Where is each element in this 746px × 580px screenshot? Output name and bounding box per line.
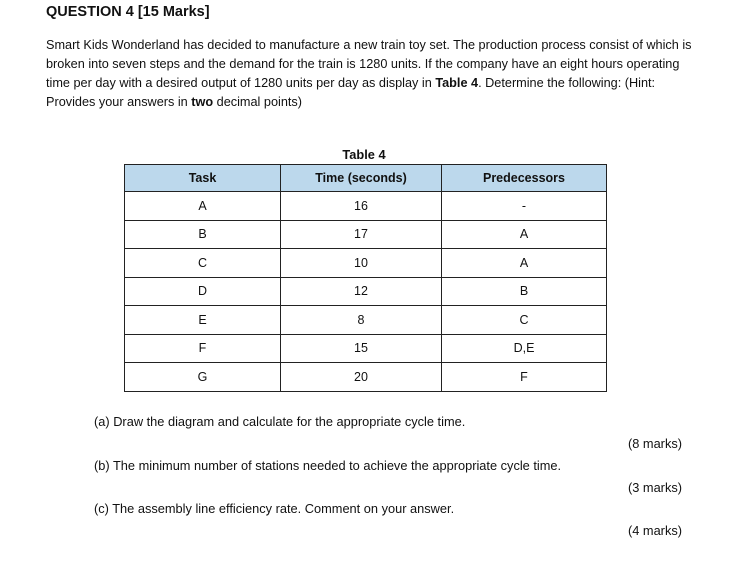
intro-text-1: Smart Kids Wonderland has decided to manufacture a new train toy set. The production process consist of which is broken into seven steps and the demand for the train is 1280 units. If the company have an eight hours operating time per day with a desired output of 1280 units per day as display in — [46, 38, 692, 90]
marks-c: (4 marks) — [627, 523, 682, 538]
task-cell: F — [125, 334, 281, 363]
intro-text-3: decimal points) — [213, 95, 302, 109]
predecessor-cell: - — [442, 192, 607, 221]
table-row — [125, 363, 607, 392]
time-cell: 16 — [281, 192, 442, 221]
intro-table-ref: Table 4 — [435, 76, 479, 90]
intro-emphasis: two — [191, 95, 214, 109]
task-cell: C — [125, 249, 281, 278]
table-row — [125, 306, 607, 335]
time-cell: 8 — [281, 306, 442, 335]
table-row — [125, 249, 607, 278]
marks-a: (8 marks) — [627, 436, 682, 451]
table-row — [125, 192, 607, 221]
intro-text-2: . Determine the following: (Hint: Provides your answers in — [46, 76, 656, 109]
header-predecessors: Predecessors — [442, 165, 607, 192]
table-caption: Table 4 — [342, 147, 386, 162]
table-header-row — [125, 165, 607, 192]
marks-b: (3 marks) — [627, 480, 682, 495]
time-cell: 12 — [281, 277, 442, 306]
header-task: Task — [125, 165, 281, 192]
question-b: (b) The minimum number of stations needed to achieve the appropriate cycle time. — [94, 458, 562, 473]
task-cell: G — [125, 363, 281, 392]
predecessor-cell: D,E — [442, 334, 607, 363]
predecessor-cell: F — [442, 363, 607, 392]
task-cell: E — [125, 306, 281, 335]
time-cell: 17 — [281, 220, 442, 249]
table-row — [125, 334, 607, 363]
question-c: (c) The assembly line efficiency rate. Comment on your answer. — [94, 501, 455, 516]
table-row — [125, 277, 607, 306]
task-cell: B — [125, 220, 281, 249]
question-intro — [46, 36, 696, 112]
predecessor-cell: A — [442, 249, 607, 278]
task-table — [124, 164, 607, 392]
header-time: Time (seconds) — [281, 165, 442, 192]
predecessor-cell: A — [442, 220, 607, 249]
question-heading: QUESTION 4 [15 Marks] — [46, 4, 210, 20]
task-cell: D — [125, 277, 281, 306]
question-a: (a) Draw the diagram and calculate for the appropriate cycle time. — [94, 414, 466, 429]
predecessor-cell: C — [442, 306, 607, 335]
table-row — [125, 220, 607, 249]
predecessor-cell: B — [442, 277, 607, 306]
time-cell: 10 — [281, 249, 442, 278]
time-cell: 20 — [281, 363, 442, 392]
time-cell: 15 — [281, 334, 442, 363]
task-cell: A — [125, 192, 281, 221]
